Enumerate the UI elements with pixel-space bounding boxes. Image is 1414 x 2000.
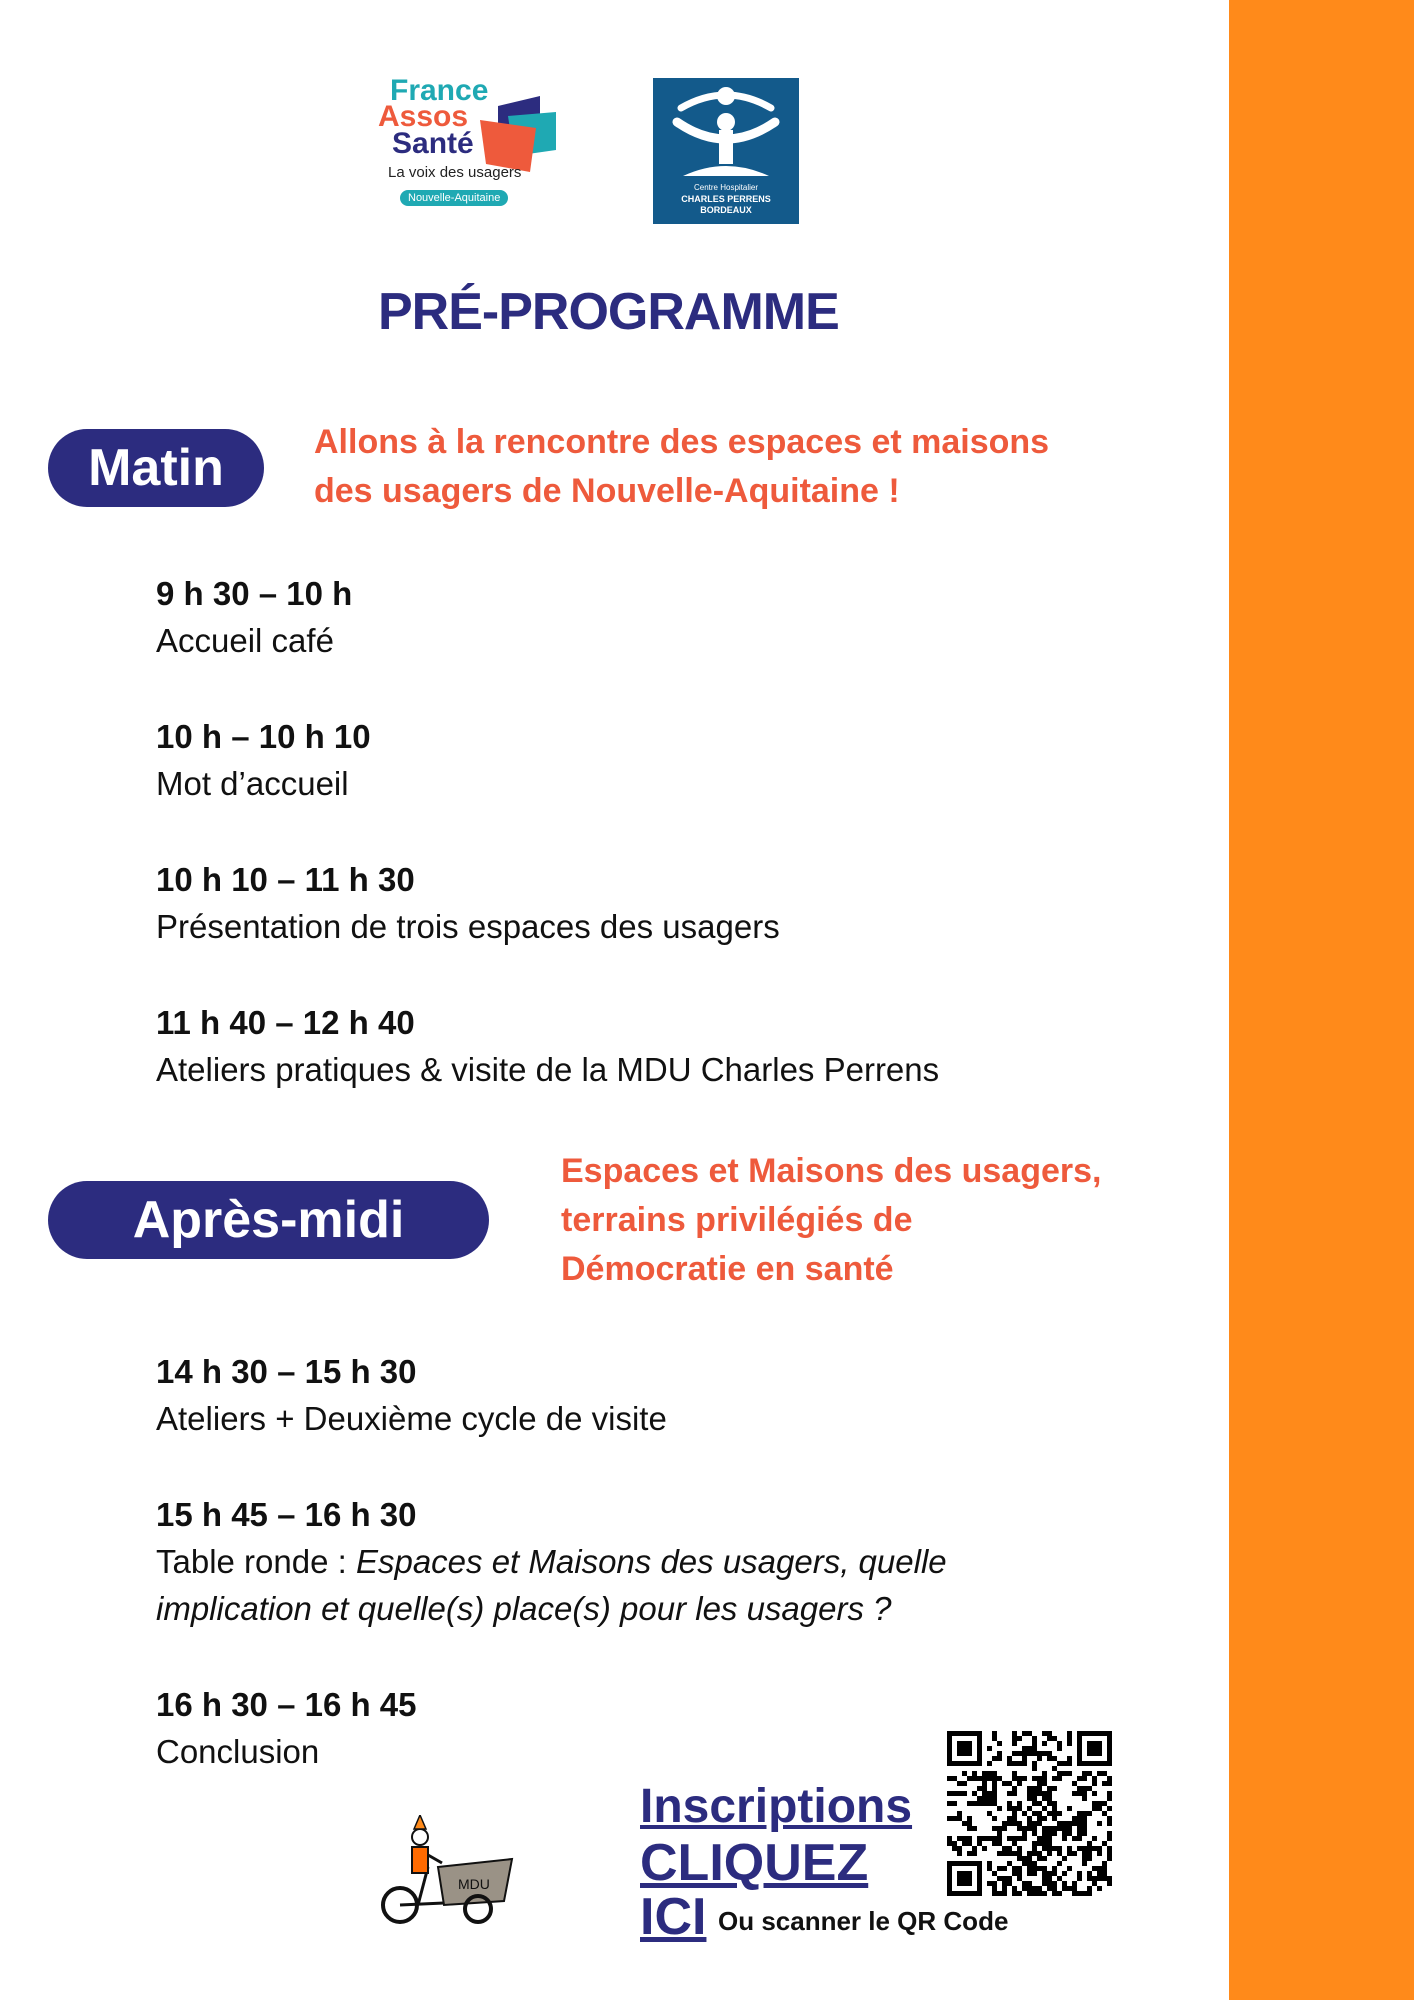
item-description: Accueil café (156, 622, 334, 659)
schedule-item (156, 1491, 1216, 1632)
item-time: 15 h 45 – 16 h 30 (156, 1496, 417, 1533)
fas-region-badge: Nouvelle-Aquitaine (400, 190, 508, 206)
chp-line3: BORDEAUX (700, 205, 752, 215)
qr-hint-text: Ou scanner le QR Code (718, 1906, 1009, 1936)
fas-shape-icon (478, 94, 558, 174)
page-title: PRÉ-PROGRAMME (378, 283, 839, 341)
item-time: 10 h 10 – 11 h 30 (156, 861, 415, 898)
morning-subtitle (314, 418, 1194, 516)
item-time: 11 h 40 – 12 h 40 (156, 1004, 415, 1041)
mdu-cargo-bike-icon (378, 1815, 516, 1927)
item-description-italic-1: Espaces et Maisons des usagers, quelle (355, 1543, 947, 1580)
item-time: 14 h 30 – 15 h 30 (156, 1353, 417, 1390)
afternoon-subtitle-line3: Démocratie en santé (561, 1250, 894, 1288)
item-time: 10 h – 10 h 10 (156, 718, 371, 755)
item-description-italic-2: implication et quelle(s) place(s) pour les usagers ? (156, 1590, 892, 1627)
schedule-item (156, 856, 1216, 950)
chp-line1: Centre Hospitalier (693, 183, 759, 192)
item-time: 16 h 30 – 16 h 45 (156, 1686, 417, 1723)
afternoon-subtitle-line1: Espaces et Maisons des usagers, (561, 1152, 1102, 1190)
fas-sante-text: Santé (392, 127, 474, 160)
item-description: Mot d’accueil (156, 765, 349, 802)
item-description-cont (156, 1585, 1216, 1632)
afternoon-pill: Après-midi (48, 1181, 489, 1259)
chp-line2: CHARLES PERRENS (681, 194, 771, 204)
registration-here-link[interactable]: ICI (640, 1888, 707, 1946)
mdu-badge-text: MDU (458, 1876, 490, 1892)
fas-tagline: La voix des usagers (388, 164, 522, 181)
item-description-prefix: Table ronde : (156, 1543, 356, 1580)
qr-code-icon[interactable] (947, 1731, 1112, 1896)
morning-subtitle-line2: des usagers de Nouvelle-Aquitaine ! (314, 472, 900, 510)
schedule-item (156, 570, 1216, 664)
item-description: Ateliers + Deuxième cycle de visite (156, 1400, 667, 1437)
registration-link[interactable]: Inscriptions (640, 1780, 913, 1833)
registration-click-link[interactable]: CLIQUEZ (640, 1834, 869, 1892)
schedule-item (156, 1348, 1216, 1442)
afternoon-subtitle-line2: terrains privilégiés de (561, 1201, 913, 1239)
schedule-item (156, 999, 1216, 1093)
item-description: Ateliers pratiques & visite de la MDU Charles Perrens (156, 1051, 940, 1088)
fas-france-text: France (390, 74, 489, 107)
item-description (156, 1538, 1216, 1585)
item-time: 9 h 30 – 10 h (156, 575, 353, 612)
schedule-item (156, 713, 1216, 807)
charles-perrens-logo (653, 78, 799, 224)
fas-assos-text: Assos (378, 100, 469, 133)
morning-pill: Matin (48, 429, 264, 507)
orange-side-bar (1229, 0, 1414, 2000)
france-assos-sante-logo (378, 72, 558, 212)
afternoon-subtitle (561, 1147, 1211, 1294)
item-description: Conclusion (156, 1733, 320, 1770)
morning-subtitle-line1: Allons à la rencontre des espaces et maisons (314, 423, 1050, 461)
item-description: Présentation de trois espaces des usagers (156, 908, 780, 945)
